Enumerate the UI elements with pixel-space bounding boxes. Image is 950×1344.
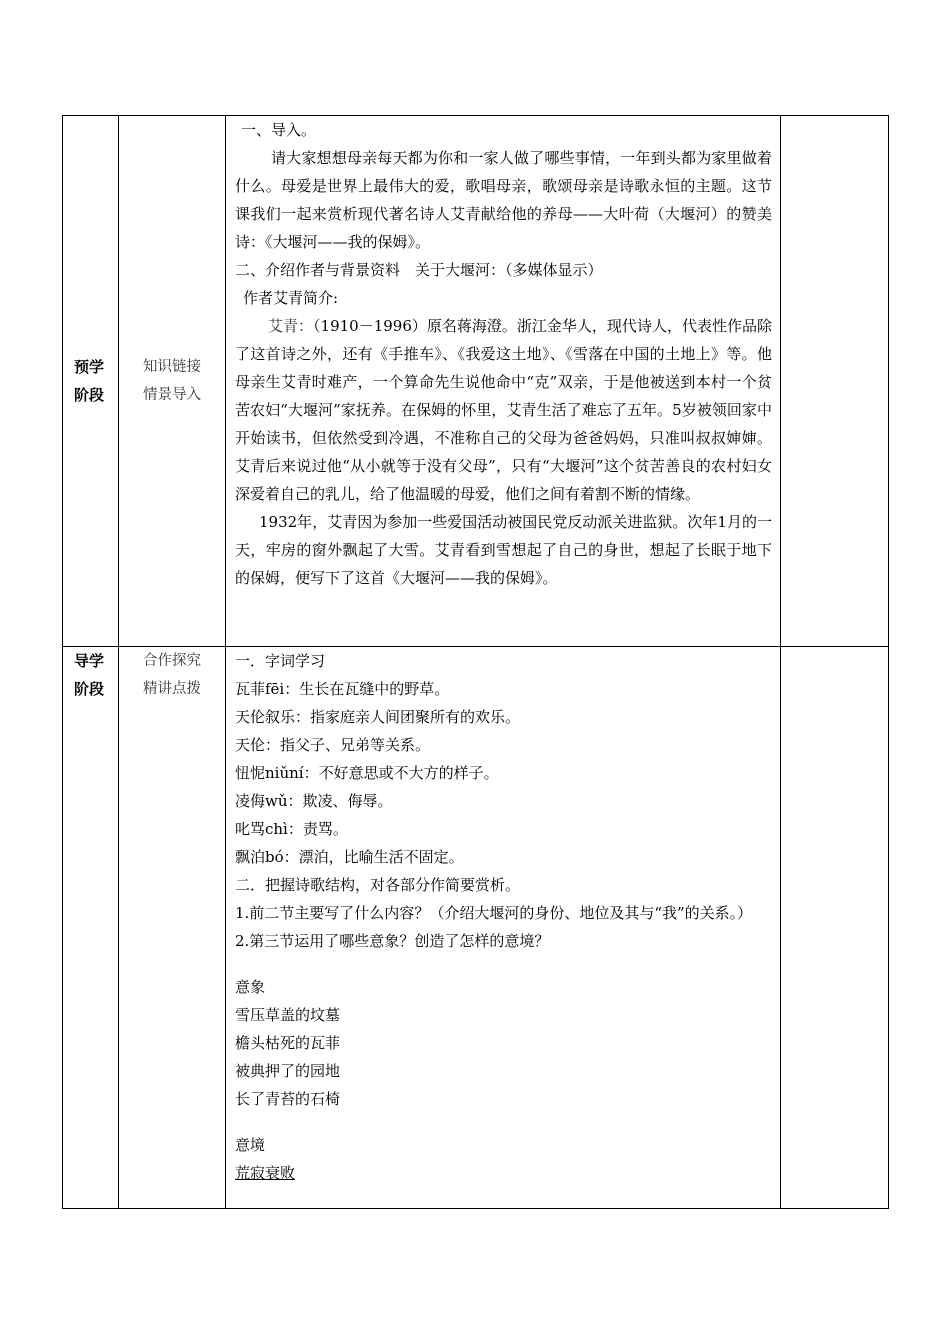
sub-stage-cell bbox=[119, 647, 226, 1209]
stage-cell bbox=[63, 647, 119, 1209]
question-2: 2.第三节运用了哪些意象？创造了怎样的意境？ bbox=[235, 932, 550, 950]
intro-text: 请大家想想母亲每天都为你和一家人做了哪些事情，一年到头都为家里做着什么。母爱是世界上最伟大的爱，歌唱母亲，歌颂母亲是诗歌永恒的主题。这节课我们一起来赏析现代著名诗人艾青献给他的养母——大叶荷（大堰河）的赞美诗：《大堰河——我的保姆》。 bbox=[235, 149, 772, 251]
structure-heading: 二．把握诗歌结构，对各部分作简要赏析。 bbox=[235, 876, 521, 894]
sub-stage-label: 合作探究 精讲点拨 bbox=[143, 653, 201, 697]
notes-cell bbox=[781, 116, 889, 647]
imagery-item: 被典押了的园地 bbox=[235, 1062, 341, 1080]
imagery-item: 雪压草盖的坟墓 bbox=[235, 1006, 341, 1024]
content-cell bbox=[226, 116, 781, 647]
author-intro bbox=[235, 312, 772, 508]
author-text: （1910－1996）原名蒋海澄。浙江金华人，现代诗人，代表性作品除了这首诗之外，还有《手推车》、《我爱这土地》、《雪落在中国的土地上》等。他母亲生艾青时难产，一个算命先生说他命中“克”双亲，于是他被送到本村一个贫苦农妇“大堰河”家抚养。在保姆的怀里，艾青生活了难忘了五年。5岁被领回家中开始读书，但依然受到冷遇，不准称自己的父母为爸爸妈妈，只准叫叔叔婶婶。艾青后来说过他“从小就等于没有父母”，只有“大堰河”这个贫苦善良的农村妇女深爱着自己的乳儿，给了他温暖的母爱，他们之间有着割不断的情缘。 bbox=[235, 317, 772, 503]
lesson-table bbox=[62, 115, 889, 1209]
imagery-item: 长了青苔的石椅 bbox=[235, 1090, 341, 1108]
intro-heading: 一、导入。 bbox=[241, 121, 317, 139]
sub-stage-label: 知识链接 情景导入 bbox=[143, 359, 201, 403]
sub-stage-cell bbox=[119, 116, 226, 647]
imagery-heading: 意象 bbox=[235, 978, 266, 996]
question-1: 1.前二节主要写了什么内容？（介绍大堰河的身份、地位及其与“我”的关系。） bbox=[235, 904, 753, 922]
imagery-item: 檐头枯死的瓦菲 bbox=[235, 1034, 341, 1052]
vocab-item: 飘泊bó：漂泊，比喻生活不固定。 bbox=[235, 848, 464, 866]
background-text: 1932年，艾青因为参加一些爱国活动被国民党反动派关进监狱。次年1月的一天，牢房的窗外飘起了大雪。艾青看到雪想起了自己的身世，想起了长眠于地下的保姆，便写下了这首《大堰河——我的保姆》。 bbox=[235, 513, 772, 587]
vocab-item: 天伦：指父子、兄弟等关系。 bbox=[235, 736, 431, 754]
mood-heading: 意境 bbox=[235, 1136, 266, 1154]
notes-cell bbox=[781, 647, 889, 1209]
vocab-item: 忸怩niǔní：不好意思或不大方的样子。 bbox=[235, 764, 499, 782]
table-row-guided bbox=[63, 647, 889, 1209]
author-name: 艾青： bbox=[268, 317, 314, 335]
vocab-item: 叱骂chì：责骂。 bbox=[235, 820, 348, 838]
table-row-preview bbox=[63, 116, 889, 647]
vocab-heading: 一．字词学习 bbox=[235, 652, 326, 670]
mood-text: 荒寂衰败 bbox=[235, 1164, 296, 1182]
author-heading: 作者艾青简介: bbox=[243, 289, 339, 307]
stage-label: 预学 阶段 bbox=[74, 358, 105, 404]
stage-label: 导学 阶段 bbox=[74, 652, 105, 698]
vocab-item: 天伦叙乐：指家庭亲人间团聚所有的欢乐。 bbox=[235, 708, 521, 726]
stage-cell bbox=[63, 116, 119, 647]
background-heading: 二、介绍作者与背景资料 关于大堰河：（多媒体显示） bbox=[235, 261, 603, 279]
vocab-item: 瓦菲fēi：生长在瓦缝中的野草。 bbox=[235, 680, 450, 698]
vocab-item: 凌侮wǔ：欺凌、侮辱。 bbox=[235, 792, 393, 810]
content-cell bbox=[226, 647, 781, 1209]
